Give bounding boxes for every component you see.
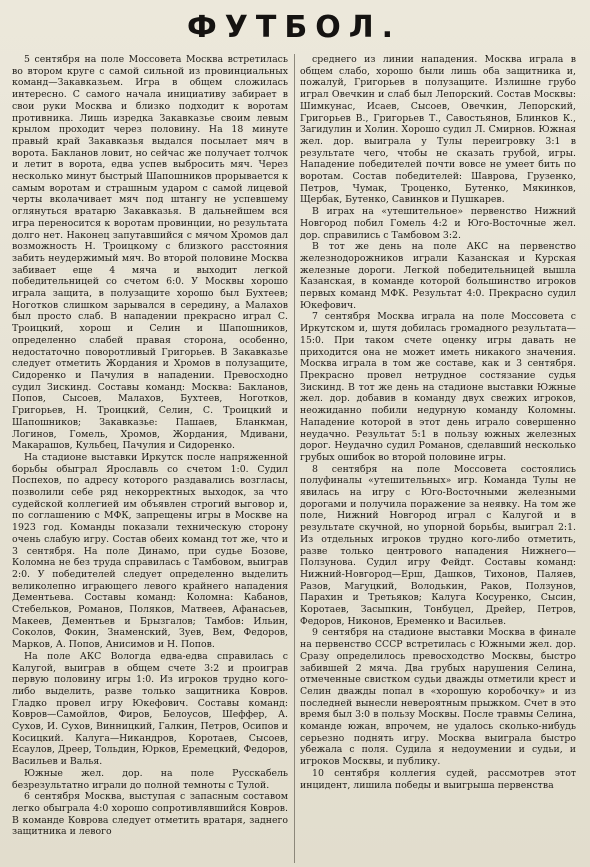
text-column-left <box>12 54 288 863</box>
article-paragraph: На поле АКС Вологда едва-едва справилась с Калугой, выиграв в общем счете 3:2 и проиграв первую половину игры 1:0. Из игроков трудно кого-либо выделить, разве только защитника Ковров. Гладко провел игру Юкефович. Составы команд: Ковров—Самойлов, Фиров, Белоусов, Шеффер, А. Сухов, И. Сухов, Винницкий, Галкин, Петров, Осипов и Косицкий. Калуга—Никандров, Коротаев, Сысоев, Есаулов, Дреер, Тольдин, Юрков, Еремецкий, Федоров, Васильев и Валья. <box>12 650 288 768</box>
section-title: ФУТБОЛ. <box>186 10 402 45</box>
article-paragraph: Южные жел. дор. на поле Русскабель безрезультатно играли до полной темноты с Тулой. <box>12 767 288 791</box>
article-paragraph: среднего из линии нападения. Москва играла в общем слабо, хорошо были лишь оба защитника и, пожалуй, Григорьев в полузащите. Излишне грубо играл Овечкин и слаб был Лепорский. Состав Москвы: Шимкунас, Исаев, Сысоев, Овечкин, Лепорский, Григорьев В., Григорьев Т., Савостьянов, Блинков К., Загидулин и Холин. Хорошо судил Л. Смирнов. Южная жел. дор. выиграла у Тулы переигровку 3:1 в результате чего, чтобы не сказать грубой, игры. Нападение победителей почти вовсе не умеет бить по воротам. Состав победителей: Шаврова, Грузенко, Петров, Чумак, Троценко, Бутенко, Мякинков, Щербак, Бутенко, Савинков и Пушкарев. <box>300 54 576 206</box>
article-paragraph: В тот же день на поле АКС на первенство железнодорожников играли Казанская и Курская железные дороги. Легкой победительницей вышла Казанская, в команде которой большинство игроков первых команд МФК. Результат 4:0. Прекрасно судил Юкефович. <box>300 241 576 311</box>
article-paragraph: На стадионе выставки Иркутск после напряженной борьбы обыграл Ярославль со счетом 1:0. Судил Поспехов, по адресу которого раздавались возгласы, позволили себе ряд некорректных выходок, за что судейской коллегией им объявлен строгий выговор и, по соглашению с МФК, запрещены игры в Москве на 1923 год. Команды показали техническую сторону очень слабую игру. Состав обеих команд тот же, что и 3 сентября. На поле Динамо, при судье Бозове, Коломна не без труда справилась с Тамбовом, выиграв 2:0. У победителей следует определенно выделить великолепно играющего левого крайнего нападения Дементьева. Составы команд: Коломна: Кабанов, Стебельков, Романов, Поляков, Матвеев, Афанасьев, Макеев, Дементьев и Брызгалов; Тамбов: Ильин, Соколов, Фокин, Знаменский, Зуев, Вем, Федоров, Марков, А. Попов, Анисимов и Н. Попов. <box>12 451 288 651</box>
article-paragraph: 7 сентября Москва играла на поле Моссовета с Иркутском и, шутя добилась громадного результата—15:0. При таком счете оценку игры давать не приходится она не может иметь никакого значения. Москва играла в том же составе, как и 3 сентября. Прекрасно провел нетрудное состязание судья Зискинд. В тот же день на стадионе выставки Южные жел. дор. добавив в команду двух свежих игроков, неожиданно побили недурную команду Коломны. Нападение которой в этот день играло совершенно неудачно. Результат 5:1 в пользу южных железных дорог. Неудачно судил Романов, сделавший несколько грубых ошибок во второй половине игры. <box>300 311 576 463</box>
column-divider <box>294 54 295 863</box>
text-column-right <box>300 54 576 863</box>
article-paragraph: 10 сентября коллегия судей, рассмотрев этот инцидент, лишила победы и выигрыша первенства <box>300 767 576 791</box>
article-paragraph: 8 сентября на поле Моссовета состоялись полуфиналы «утешительных» игр. Команда Тулы не явилась на игру с Юго-Восточными железными дорогами и получила поражение за неявку. На том же поле, Нижний Новгород играл с Калугой и в результате скучной, но упорной борьбы, выиграл 2:1. Из отдельных игроков трудно кого-либо отметить, разве только центрового нападения Нижнего—Ползунова. Судил игру Фейдт. Составы команд: Нижний-Новгород—Ерш, Дашков, Тихонов, Паляев, Разов, Магуцкий, Володькин, Раков, Ползунов, Парахин и Третьяков; Калуга Косуренко, Сысин, Коротаев, Засыпкин, Тонбуцел, Дрейер, Петров, Федоров, Никонов, Еременко и Васильев. <box>300 463 576 627</box>
article-columns <box>12 54 576 863</box>
article-paragraph: 9 сентября на стадионе выставки Москва в финале на первенство СССР встретилась с Южными жел. дор. Сразу определилось превосходство Москвы, быстро забившей 2 мяча. Два грубых нарушения Селина, отмеченные свистком судьи дважды отметили крест и Селин дважды попал в «хорошую коробочку» и из последней вынесли невероятным прыжком. Счет в это время был 3:0 в пользу Москвы. После травмы Селина, команде южан, впрочем, не удалось сколько-нибудь серьезно поднять игру. Москва выиграла быстро убежала с поля. Судила я недоумении и судьи, и игроков Москвы, и публику. <box>300 627 576 768</box>
article-paragraph: 6 сентября Москва, выступая с запасным составом легко обыграла 4:0 хорошо сопротивлявшийся Ковров. В команде Коврова следует отметить вратаря, заднего защитника и левого <box>12 791 288 838</box>
article-paragraph: В играх на «утешительное» первенство Нижний Новгород побил Гомель 4:2 и Юго-Восточные жел. дор. справились с Тамбовом 3:2. <box>300 206 576 241</box>
article-paragraph: 5 сентября на поле Моссовета Москва встретилась во втором круге с самой сильной из провинциальных команд—Закавказьем. Игра в общем сложилась интересно. С самого начала инициативу забирает в свои руки Москва и близко подходит к воротам противника. Лишь изредка Закавказье своим левым крылом проходит через половину. На 18 минуте правый край Закавказья выдался посылает мяч в ворота. Бакланов ловит, но сейчас же получает толчок и летит в ворота, едва успев выбросить мяч. Через несколько минут быстрый Шапошников прорывается к самым воротам и страшным ударом с самой лицевой черты вколачивает мяч под штангу не успевшему оглянуться вратарю Закавказья. В дальнейшем вся игра переносится к воротам провинции, но результата долго нет. Наконец запутавшийся с мячом Хромов дал возможность Н. Троицкому с близкого расстояния забить неудержимый мяч. Во второй половине Москва забивает еще 4 мяча и выходит легкой победительницей со счетом 6:0. У Москвы хорошо играла защита, в полузащите хорошо был Бухтеев; Ноготков слишком зарывался в середину, а Малахов был просто слаб. В нападении прекрасно играл С. Троицкий, хорош и Селин и Шапошников, определенно слабей правая сторона, особенно, недостаточно поворотливый Григорьев. В Закавказье следует отметить Жордания и Хромов в полузащите, Сидоренко и Пачулия в нападении. Превосходно судил Зискинд. Составы команд: Москва: Бакланов, Попов, Сысоев, Малахов, Бухтеев, Ноготков, Григорьев, Н. Троицкий, Селин, С. Троицкий и Шапошников; Закавказье: Пашаев, Бланкман, Логинов, Гомель, Хромов, Жордания, Мдивани, Макарашов, Кульбец, Пачулия и Сидоренко. <box>12 54 288 452</box>
